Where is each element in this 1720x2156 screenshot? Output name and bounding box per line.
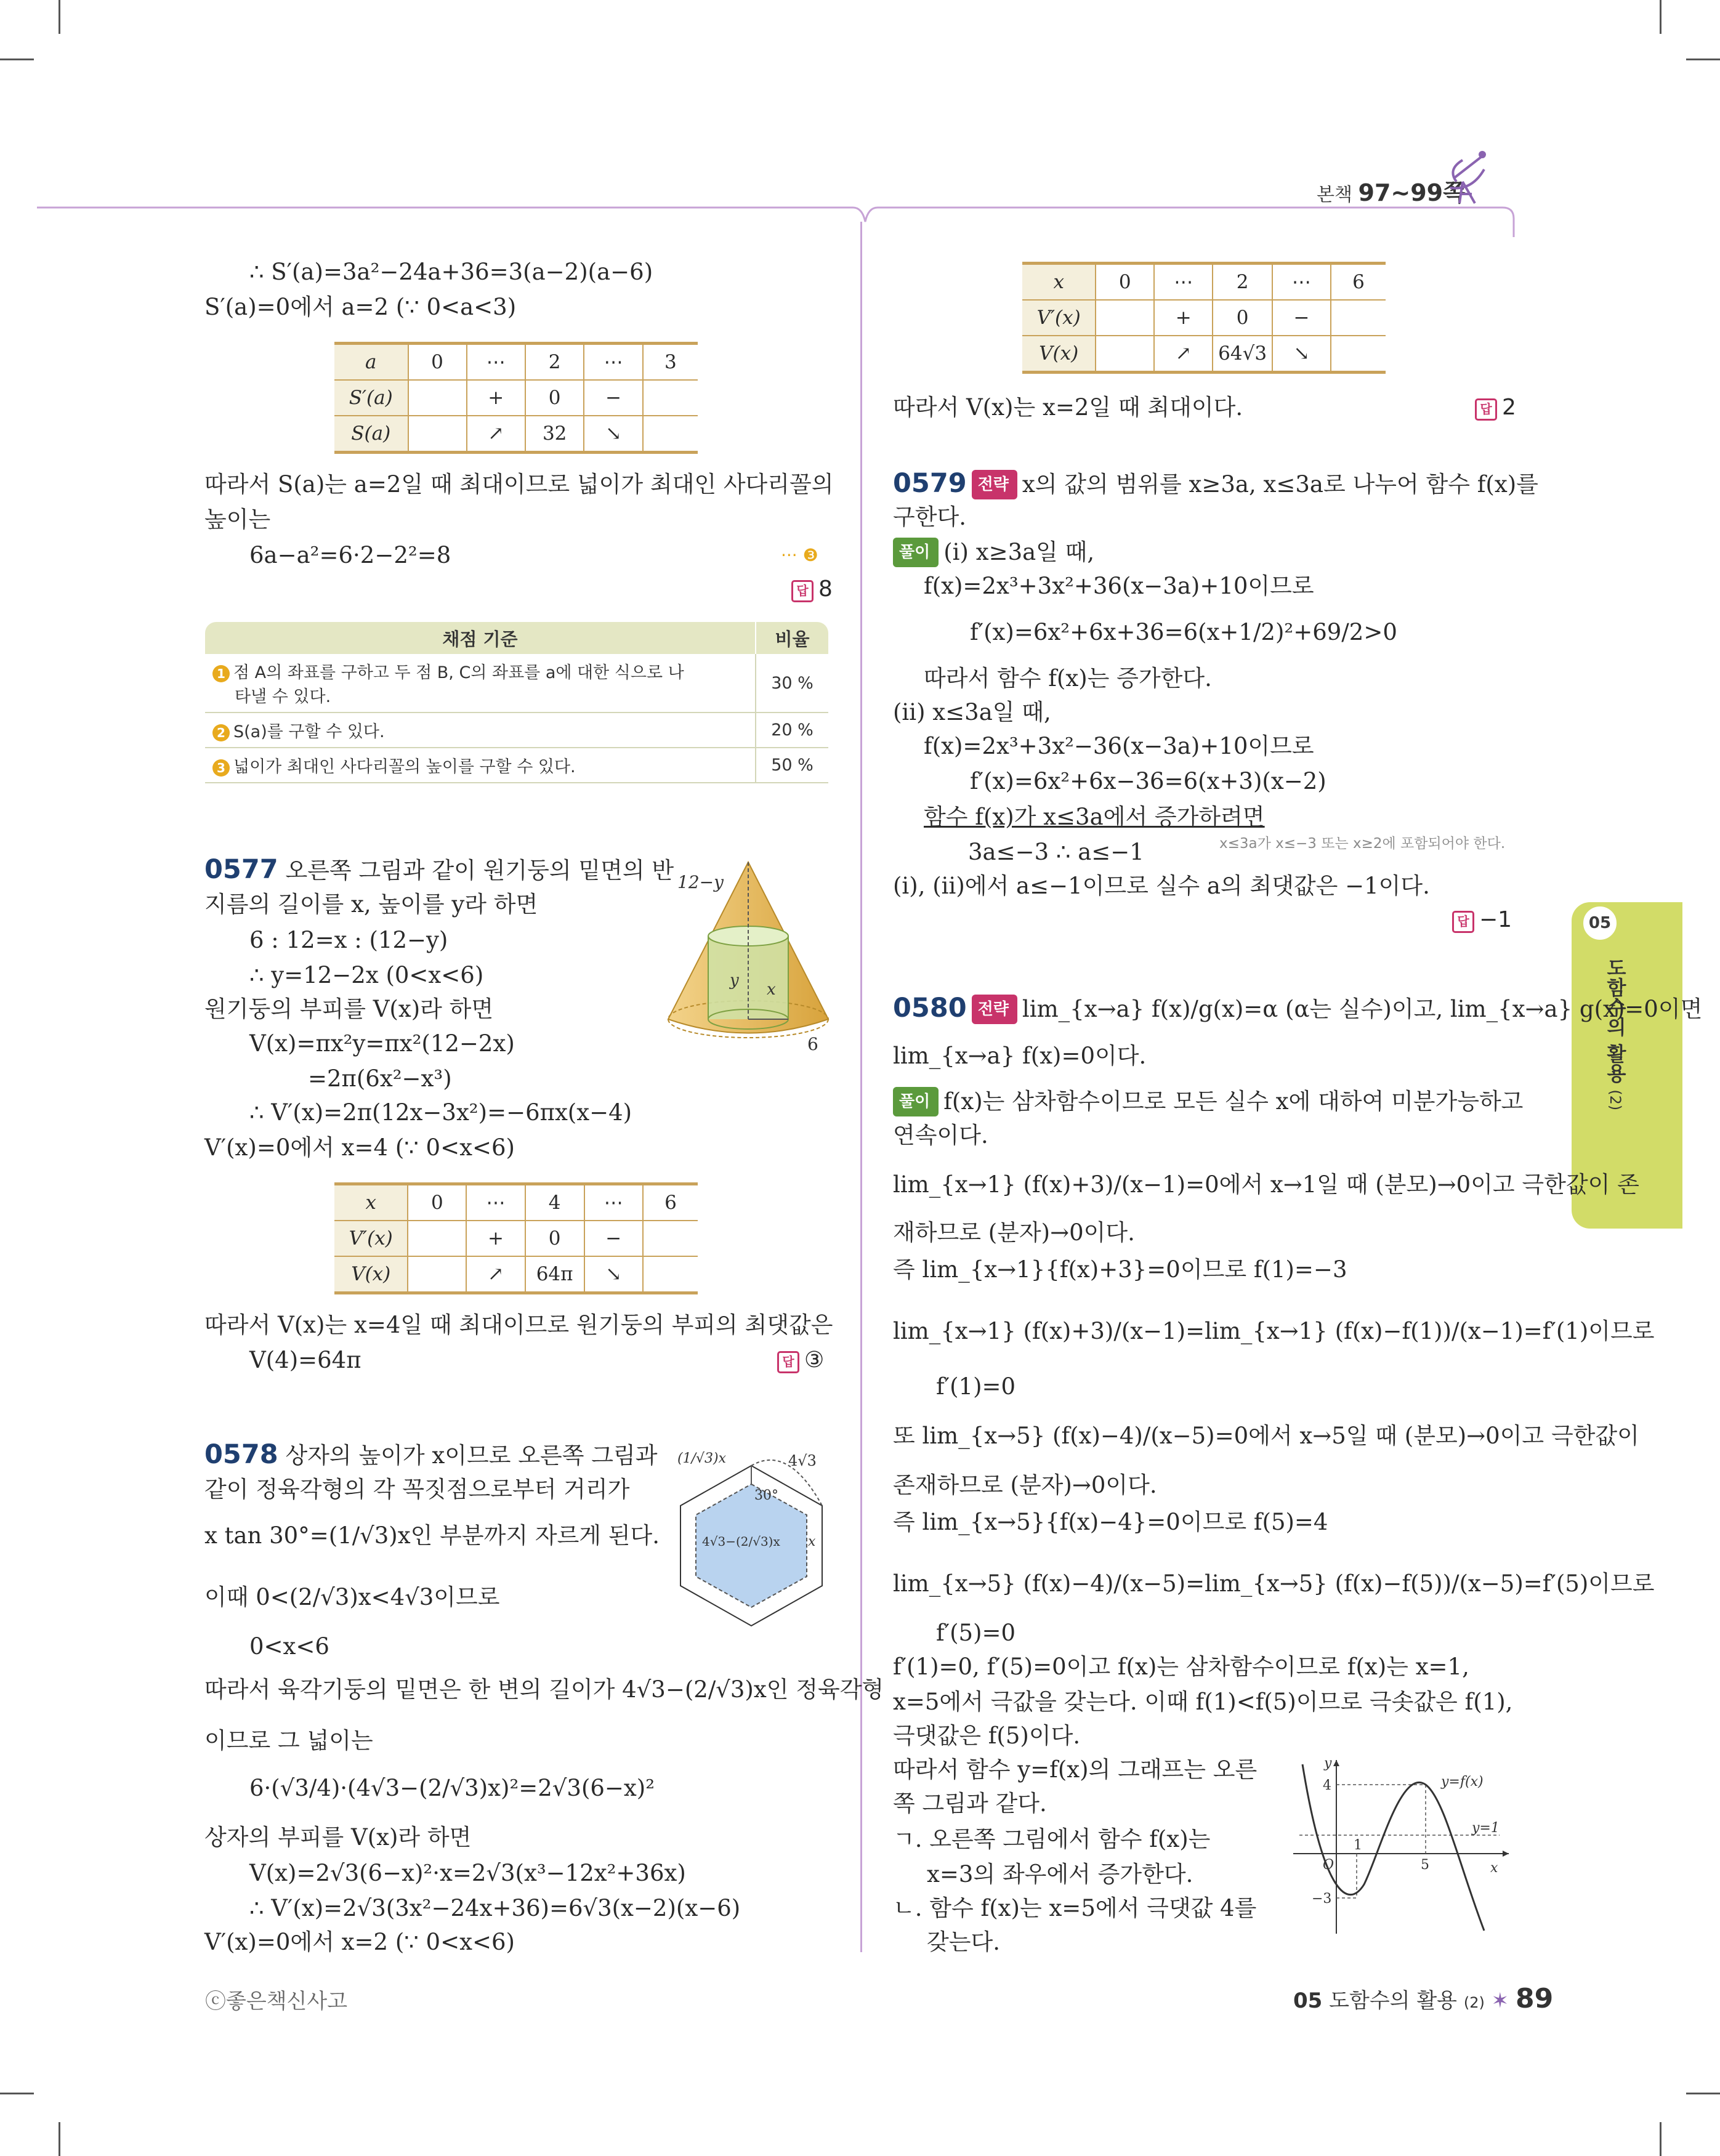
text-line: 지름의 길이를 x, 높이를 y라 하면 — [204, 891, 538, 918]
text-line: 같이 정육각형의 각 꼭짓점으로부터 거리가 — [204, 1476, 630, 1503]
text-line: f(x)=2x³+3x²+36(x−3a)+10이므로 — [924, 573, 1314, 599]
text-line: 이때 0<(2/√3)x<4√3이므로 — [204, 1584, 500, 1610]
text-line: 따라서 S(a)는 a=2일 때 최대이므로 넓이가 최대인 사다리꼴의 — [204, 471, 834, 498]
text-line: lim_{x→1} (f(x)+3)/(x−1)=lim_{x→1} (f(x)−f(1))/(x−1)=f′(1)이므로 — [893, 1318, 1655, 1344]
text-line: 쪽 그림과 같다. — [893, 1790, 1047, 1817]
cone-cylinder-figure — [662, 856, 841, 1065]
answer-icon: 답 — [1452, 911, 1474, 933]
text-line: f′(x)=6x²+6x+36=6(x+1/2)²+69/2>0 — [970, 619, 1397, 645]
variation-table-s: a 0 ⋯ 2 ⋯ 3 S′(a) + 0 − S(a) ↗ 32 ↘ — [334, 342, 698, 454]
text-line: 6 : 12=x : (12−y) — [249, 927, 448, 953]
text-line: 존재하므로 (분자)→0이다. — [893, 1472, 1157, 1498]
hex-label-c: 30° — [754, 1488, 778, 1503]
step-mark: ··· ❸ — [781, 545, 818, 565]
text-line: V(x)=2√3(6−x)²·x=2√3(x³−12x²+36x) — [249, 1860, 686, 1886]
fig-label-x: x — [767, 980, 776, 999]
strategy-tag: 전략 — [972, 470, 1017, 499]
footer-chapter: 05 도함수의 활용 (2) ✶ 89 — [1293, 1983, 1554, 2014]
crop-mark — [1660, 2122, 1661, 2156]
answer-icon: 답 — [791, 580, 814, 602]
answer-line: 답 ③ — [777, 1347, 824, 1374]
text-line: 높이는 — [204, 506, 271, 533]
text-line: (ⅱ) x≤3a일 때, — [893, 699, 1051, 725]
text-line: f′(1)=0, f′(5)=0이고 f(x)는 삼차함수이므로 f(x)는 x=1, — [893, 1653, 1469, 1680]
crop-mark — [0, 2093, 34, 2094]
problem-0578-line: 0578 상자의 높이가 x이므로 오른쪽 그림과 — [204, 1439, 658, 1470]
cubic-graph — [1287, 1755, 1515, 1940]
graph-line-label: y=1 — [1472, 1820, 1500, 1836]
text-line: x=3의 좌우에서 증가한다. — [927, 1861, 1193, 1888]
text-line: 따라서 V(x)는 x=4일 때 최대이므로 원기둥의 부피의 최댓값은 — [204, 1312, 833, 1338]
text-line: =2π(6x²−x³) — [308, 1065, 452, 1092]
antenna-icon — [1444, 145, 1493, 206]
text-line: 또 lim_{x→5} (f(x)−4)/(x−5)=0에서 x→5일 때 (분모)→0이고 극한값이 — [893, 1423, 1639, 1449]
text-line: V′(x)=0에서 x=4 (∵ 0<x<6) — [204, 1134, 515, 1161]
text-line: lim_{x→a} f(x)=0이다. — [893, 1043, 1147, 1069]
hex-label-e: x — [808, 1534, 816, 1549]
text-line: 갖는다. — [927, 1929, 1000, 1955]
text-line: V′(x)=0에서 x=2 (∵ 0<x<6) — [204, 1929, 515, 1955]
text-line: ∴ y=12−2x (0<x<6) — [249, 962, 484, 988]
text-line: 원기둥의 부피를 V(x)라 하면 — [204, 996, 494, 1022]
hex-label-b: 4√3 — [788, 1452, 817, 1469]
text-line: 즉 lim_{x→1}{f(x)+3}=0이므로 f(1)=−3 — [893, 1256, 1347, 1283]
variation-table-578: x 0 ⋯ 2 ⋯ 6 V′(x) + 0 − V(x) ↗ 64√3 ↘ — [1022, 262, 1386, 374]
crop-mark — [1686, 2093, 1720, 2094]
problem-0580-line: 0580 전략 lim_{x→a} f(x)/g(x)=α (α는 실수)이고, lim_{x→a} g(x)=0이면 — [893, 993, 1703, 1023]
text-line: 재하므로 (분자)→0이다. — [893, 1219, 1135, 1246]
solution-tag: 풀이 — [893, 538, 939, 567]
chapter-badge: 05 — [1581, 904, 1619, 942]
text-line: 0<x<6 — [249, 1633, 329, 1660]
problem-0577-line: 0577 오른쪽 그림과 같이 원기둥의 밑면의 반 — [204, 854, 674, 885]
text-line: 6·(√3/4)·(4√3−(2/√3)x)²=2√3(6−x)² — [249, 1775, 655, 1801]
strategy-tag: 전략 — [972, 995, 1017, 1024]
graph-curve-label: y=f(x) — [1441, 1774, 1484, 1790]
graph-y-label: y — [1324, 1756, 1332, 1771]
text-line: S′(a)=0에서 a=2 (∵ 0<a<3) — [204, 294, 517, 320]
text-line: 따라서 함수 y=f(x)의 그래프는 오른 — [893, 1756, 1258, 1783]
fig-label-six: 6 — [807, 1034, 818, 1054]
graph-x-label: x — [1490, 1860, 1498, 1876]
text-line: 6a−a²=6·2−2²=8 — [249, 542, 451, 568]
text-line: f′(1)=0 — [936, 1373, 1016, 1400]
header-ref-label: 본책 — [1317, 184, 1352, 206]
text-line: 즉 lim_{x→5}{f(x)−4}=0이므로 f(5)=4 — [893, 1509, 1328, 1535]
text-line: (ⅰ), (ⅱ)에서 a≤−1이므로 실수 a의 최댓값은 −1이다. — [893, 873, 1430, 899]
hex-label-d: 4√3−(2/√3)x — [702, 1534, 780, 1549]
answer-line: 답 2 — [1475, 394, 1516, 421]
graph-origin: O — [1323, 1857, 1334, 1873]
text-line: 따라서 함수 f(x)는 증가한다. — [924, 665, 1212, 692]
solution-line: 풀이 f(x)는 삼차함수이므로 모든 실수 x에 대하여 미분가능하고 — [893, 1087, 1523, 1116]
header-rule — [37, 200, 1515, 249]
grading-criteria-table: 채점 기준 비율 1 점 A의 좌표를 구하고 두 점 B, C의 좌표를 a에 대한 식으로 나 타낼 수 있다. 30 % 2 S(a)를 구할 수 있다. 20 % 3 넓이가 최대인 사다리꼴의 높이를 구할 수 있다. 50 % — [205, 622, 828, 783]
footer-copyright: ⓒ좋은책신사고 — [205, 1989, 348, 2014]
text-line: ∴ V′(x)=2π(12x−3x²)=−6πx(x−4) — [249, 1099, 632, 1126]
text-line: f′(x)=6x²+6x−36=6(x+3)(x−2) — [970, 768, 1326, 794]
fig-label-top: 12−y — [677, 872, 724, 892]
text-line: f(x)=2x³+3x²−36(x−3a)+10이므로 — [924, 733, 1314, 759]
text-line: 연속이다. — [893, 1122, 988, 1149]
answer-line: 답 −1 — [1452, 906, 1512, 934]
note-line: x≤3a가 x≤−3 또는 x≥2에 포함되어야 한다. — [1219, 836, 1506, 852]
text-line: 3a≤−3 ∴ a≤−1 — [968, 839, 1144, 865]
answer-line: 답 8 — [791, 576, 833, 603]
hexagon-figure — [665, 1441, 844, 1632]
graph-neg3: −3 — [1312, 1891, 1332, 1907]
problem-0579-line: 0579 전략 x의 값의 범위를 x≥3a, x≤3a로 나누어 함수 f(x)를 — [893, 468, 1538, 499]
hex-label-a: (1/√3)x — [677, 1451, 726, 1466]
text-line: x tan 30°=(1/√3)x인 부분까지 자르게 된다. — [204, 1522, 660, 1549]
crop-mark — [1686, 59, 1720, 60]
text-line: 이므로 그 넓이는 — [204, 1727, 373, 1754]
solution-tag: 풀이 — [893, 1087, 939, 1116]
text-line: 극댓값은 f(5)이다. — [893, 1722, 1081, 1749]
crop-mark — [1660, 0, 1661, 34]
variation-table-577: x 0 ⋯ 4 ⋯ 6 V′(x) + 0 − V(x) ↗ 64π ↘ — [334, 1182, 698, 1294]
graph-five: 5 — [1421, 1857, 1429, 1873]
text-line: 함수 f(x)가 x≤3a에서 증가하려면 — [924, 804, 1265, 830]
text-line: 상자의 부피를 V(x)라 하면 — [204, 1824, 472, 1851]
text-line: V(x)=πx²y=πx²(12−2x) — [249, 1030, 515, 1057]
text-line: f′(5)=0 — [936, 1620, 1016, 1646]
solution-line: 풀이 (ⅰ) x≥3a일 때, — [893, 538, 1094, 567]
text-line: ∴ S′(a)=3a²−24a+36=3(a−2)(a−6) — [249, 259, 653, 285]
chapter-side-title: 도함수의 활용 (2) — [1604, 958, 1627, 1111]
page-number: 89 — [1515, 1983, 1554, 2014]
crop-mark — [59, 0, 60, 34]
header-ref-pages: 97~99쪽 — [1358, 179, 1466, 206]
text-line: lim_{x→1} (f(x)+3)/(x−1)=0에서 x→1일 때 (분모)→0이고 극한값이 존 — [893, 1171, 1639, 1198]
fig-label-y: y — [730, 971, 739, 990]
text-line: 따라서 육각기둥의 밑면은 한 변의 길이가 4√3−(2/√3)x인 정육각형 — [204, 1676, 884, 1703]
graph-four: 4 — [1323, 1778, 1331, 1793]
graph-one: 1 — [1354, 1838, 1362, 1853]
answer-icon: 답 — [777, 1351, 799, 1373]
text-line: 따라서 V(x)는 x=2일 때 최대이다. — [893, 394, 1243, 421]
text-line: x=5에서 극값을 갖는다. 이때 f(1)<f(5)이므로 극솟값은 f(1), — [893, 1689, 1513, 1715]
text-line: ∴ V′(x)=2√3(3x²−24x+36)=6√3(x−2)(x−6) — [249, 1895, 741, 1921]
crop-mark — [59, 2122, 60, 2156]
text-line: ㄱ. 오른쪽 그림에서 함수 f(x)는 — [893, 1826, 1211, 1852]
text-line: 구한다. — [893, 504, 966, 530]
text-line: V(4)=64π — [249, 1347, 361, 1373]
text-line: lim_{x→5} (f(x)−4)/(x−5)=lim_{x→5} (f(x)−f(5))/(x−5)=f′(5)이므로 — [893, 1570, 1655, 1597]
crop-mark — [0, 59, 34, 60]
answer-icon: 답 — [1475, 398, 1497, 421]
text-line: ㄴ. 함수 f(x)는 x=5에서 극댓값 4를 — [893, 1895, 1257, 1921]
